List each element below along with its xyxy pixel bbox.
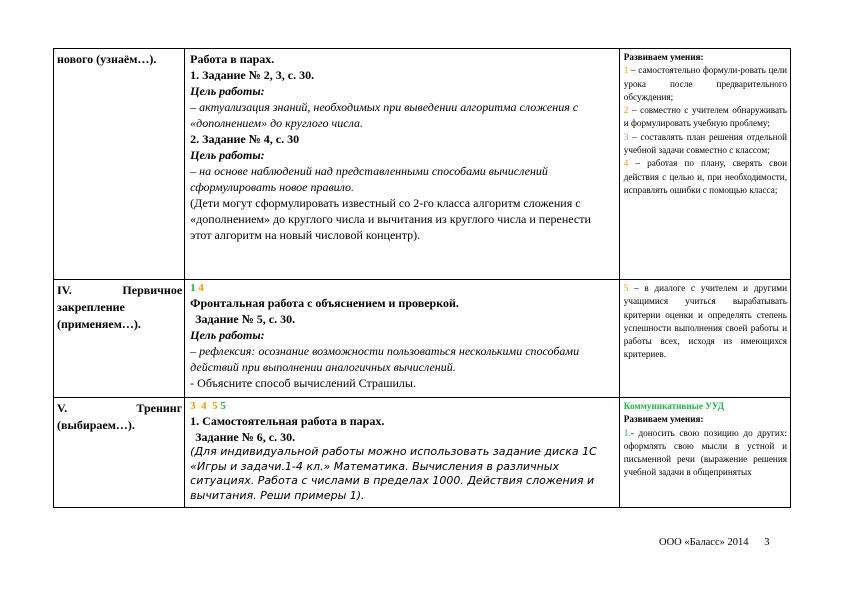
activity-cell (185, 49, 620, 280)
activity-title: Фронтальная работа с объяснением и проверкой. (190, 296, 459, 310)
skill-number: 1. (623, 427, 631, 438)
stage-cell (54, 280, 185, 398)
activity-cell (185, 398, 620, 508)
lesson-table (53, 48, 791, 508)
table-row (54, 49, 791, 280)
task-label: 2. Задание № 4, с. 30 (190, 132, 300, 146)
skills-cell (619, 49, 790, 280)
skill-ref: 5 (212, 400, 218, 412)
activity-title: 1. Самостоятельная работа в парах. (190, 414, 385, 428)
goal-text: – рефлексия: осознание возможности пользоваться несколькими способами действий при выполнении аналогичных вычислений. (190, 344, 580, 374)
task-label: 1. Задание № 2, 3, с. 30. (190, 68, 315, 82)
stage-label: Тренинг (136, 401, 183, 415)
skill-item (624, 282, 787, 362)
goal-label: Цель работы: (190, 328, 265, 342)
goal-text: – на основе наблюдений над представленными способами вычислений сформулировать новое правило. (190, 164, 548, 194)
stage-number: V. (57, 401, 68, 415)
skill-item (624, 157, 787, 197)
skill-text: – работая по плану, сверять свои действия с целью и, при необходимости, исправлять ошибки с помощью класса; (623, 158, 787, 195)
skill-number: 3 (623, 131, 629, 142)
activity-cell (185, 280, 620, 398)
skill-number: 2 (623, 105, 629, 116)
goal-label: Цель работы: (190, 148, 265, 162)
stage-number: IV. (57, 283, 72, 297)
skill-text: – самостоятельно формули-ровать цели урока после предварительного обсуждения; (623, 65, 787, 102)
table-row (54, 280, 791, 398)
skill-number: 4 (623, 158, 629, 169)
skill-item (624, 64, 787, 104)
skills-heading: Развиваем умения: (623, 414, 704, 425)
skill-text: – составлять план решения отдельной учебной задачи совместно с классом; (623, 131, 787, 156)
skill-item (624, 427, 787, 480)
skill-refs (190, 282, 615, 295)
task-label: Задание № 5, с. 30. (195, 312, 296, 326)
skill-text: – совместно с учителем обнаруживать и формулировать учебную проблему; (623, 105, 787, 129)
stage-cell (54, 398, 185, 508)
skill-number: 5 (623, 283, 629, 293)
stage-cell (54, 49, 185, 280)
stage-label: Первичное (122, 283, 183, 297)
activity-note: (Для индивидуальной работы можно использовать задание диска 1С «Игры и задачи.1-4 кл.» Математика. Вычисления в различных ситуациях. Работа с числами в пределах 1000. Действия сложения и вычитания. Реши примеры 1). (190, 445, 597, 502)
stage-label: (применяем…). (57, 317, 141, 331)
footer-org: ООО «Баласс» 2014 (659, 537, 749, 548)
skill-text: - доносить свою позицию до других: оформлять свою мысли в устной и письменной речи (выражение решения учебной задачи в общепринятых (623, 427, 787, 478)
activity-title: Работа в парах. (190, 52, 275, 66)
skill-number: 1 (623, 65, 629, 76)
activity-note: - Объясните способ вычислений Страшилы. (190, 376, 416, 390)
skills-cell (619, 280, 790, 398)
skill-item (624, 131, 787, 158)
skills-category: Коммуникативные УУД (623, 401, 725, 411)
page-number: 3 (764, 537, 770, 548)
page-footer (659, 537, 770, 548)
goal-text: – актуализация знаний, необходимых при выведении алгоритма сложения с «дополнением» до круглого числа. (190, 100, 579, 130)
table-row (54, 398, 791, 508)
skills-heading: Развиваем умения: (623, 52, 704, 62)
stage-label: закрепление (57, 300, 125, 314)
skills-cell (619, 398, 790, 508)
skill-item (624, 104, 787, 131)
skill-text: – в диалоге с учителем и другими учащимися учиться вырабатывать критерии оценки и определять степень успешности выполнения своей работы и работы всех, исходя из имеющихся критериев. (623, 283, 787, 360)
skill-ref: 3 (190, 400, 196, 412)
task-label: Задание № 6, с. 30. (195, 430, 296, 444)
activity-note: (Дети могут сформулировать известный со 2-го класса алгоритм сложения с «дополнением» до круглого числа и вычитания из круглого числа и перенести этот алгоритм на новый числовой концентр). (190, 196, 591, 242)
stage-label: (выбираем…). (57, 418, 135, 432)
skill-ref: 4 (198, 282, 204, 294)
skill-refs (190, 400, 615, 413)
stage-label: нового (узнаём…). (57, 52, 157, 66)
goal-label: Цель работы: (190, 84, 265, 98)
skill-ref: 5 (220, 400, 226, 412)
skill-ref: 1 (190, 282, 196, 294)
skill-ref: 4 (201, 400, 207, 412)
